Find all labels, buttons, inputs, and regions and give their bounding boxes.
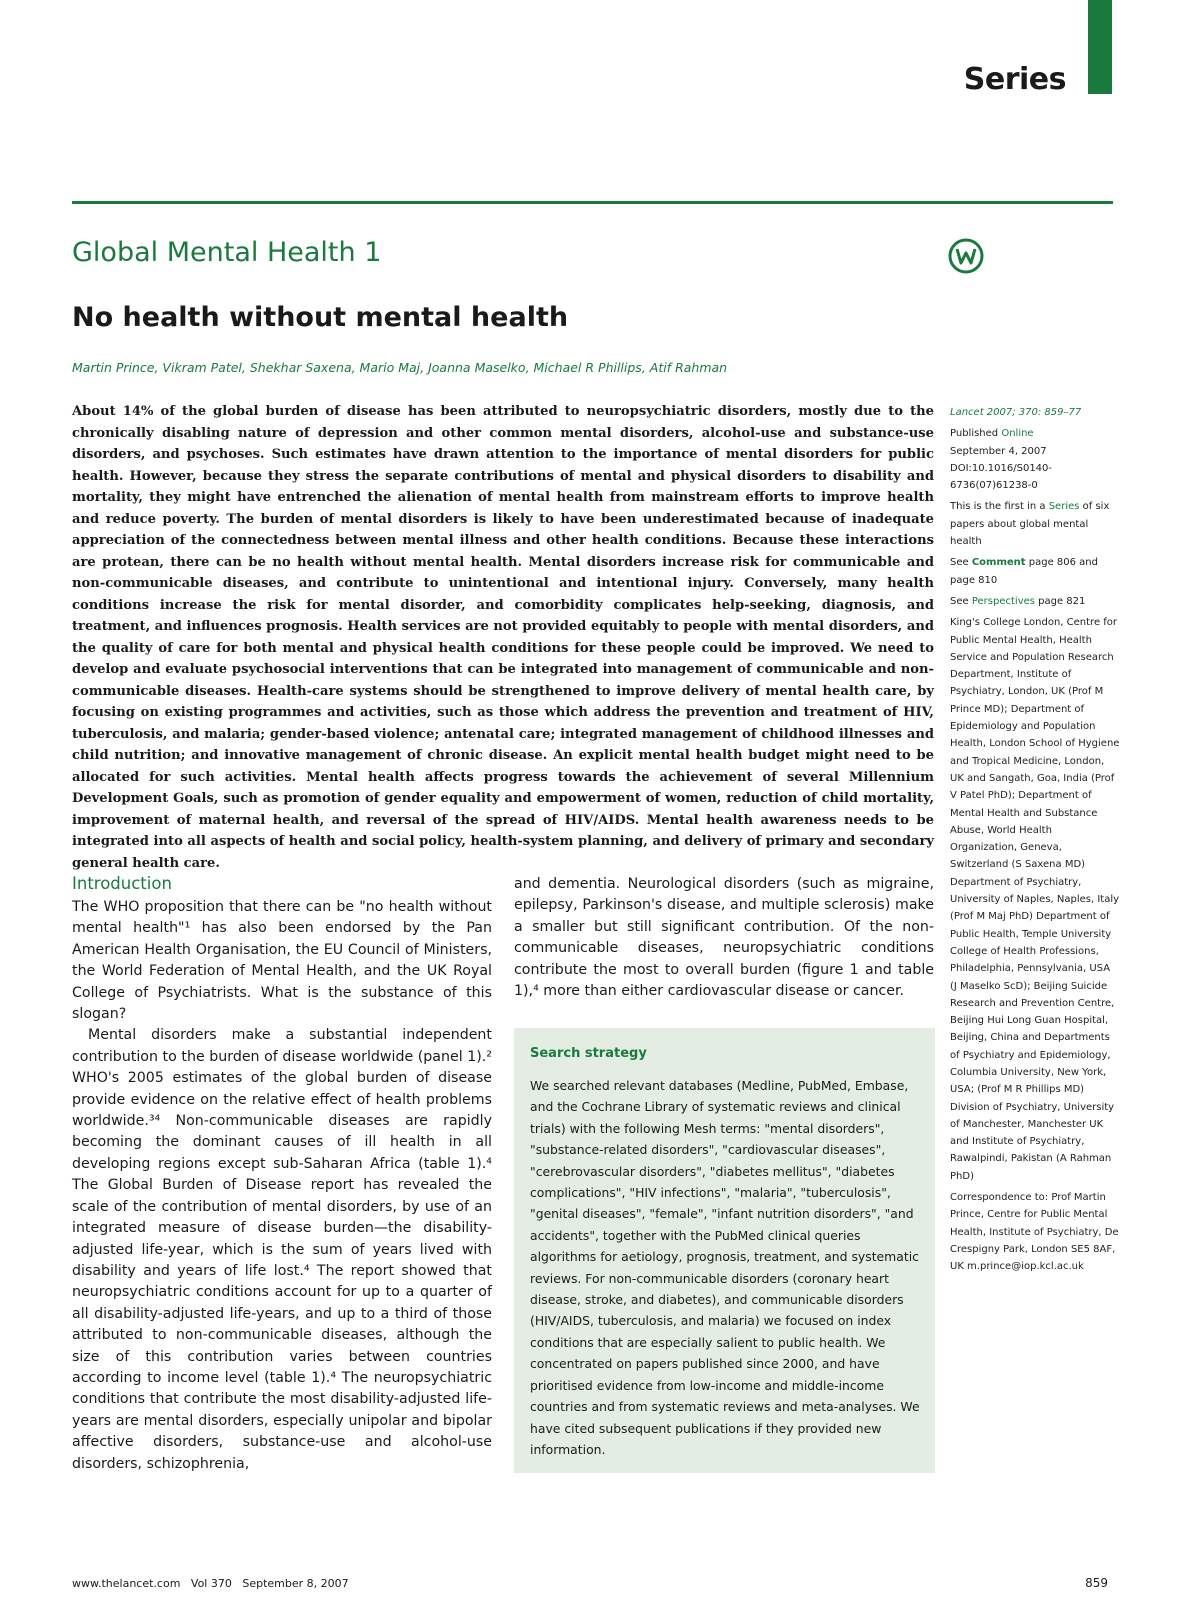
article-sidebar (950, 404, 1120, 1280)
article-title: No health without mental health (72, 302, 569, 333)
comment-link[interactable]: Comment (971, 557, 1026, 569)
correspondence: Correspondence to: Prof Martin Prince, Centre for Public Mental Health, Institute of Psychiatry, De Crespigny Park, London SE5 8AF, UK m.prince@iop.kcl.ac.uk (950, 1192, 1119, 1273)
perspectives-note: See Perspectives page 821 (950, 595, 1086, 607)
body-paragraph: The WHO proposition that there can be "no health without mental health"¹ has also been endorsed by the Pan American Health Organisation, the EU Council of Ministers, the World Federation of Mental Health, and the UK Royal College of Psychiatrists. What is the substance of this slogan? (72, 899, 492, 1023)
published-note: Published Online September 4, 2007 DOI:10.1016/S0140-6736(07)61238-0 (950, 428, 1053, 492)
panel-text: We searched relevant databases (Medline, PubMed, Embase, and the Cochrane Library of systematic reviews and clinical trials) with the following Mesh terms: "mental disorders", "substance-related disorders", "cardiovascular diseases", "cerebrovascular disorders", "diabetes mellitus", "diabetes complications", "HIV infections", "malaria", "tuberculosis", "genital diseases", "female", "infant nutrition disorders", "and accidents", together with the PubMed clinical queries algorithms for aetiology, prognosis, treatment, and systematic reviews. For non-communicable disorders (coronary heart disease, stroke, and diabetes), and communicable disorders (HIV/AIDS, tuberculosis, and malaria) we focused on index conditions that are especially salient to public health. We concentrated on papers published since 2000, and have prioritised evidence from low-income and middle-income countries and from systematic reviews and meta-analyses. We have cited subsequent publications if they provided new information. (530, 1078, 920, 1457)
web-extra-icon[interactable] (948, 238, 984, 274)
body-column-left (72, 897, 492, 1475)
perspectives-link[interactable]: Perspectives (971, 595, 1035, 607)
body-column-right (514, 874, 934, 1002)
series-link[interactable]: Series (1048, 501, 1080, 513)
header-divider (72, 201, 1113, 204)
abstract: About 14% of the global burden of disease has been attributed to neuropsychiatric disorders, mostly due to the chronically disabling nature of depression and other common mental disorders, alcohol-use and substance-use disorders, and psychoses. Such estimates have drawn attention to the importance of mental disorders for public health. However, because they stress the separate contributions of mental and physical disorders to disability and mortality, they might have entrenched the alienation of mental health from mainstream efforts to improve health and reduce poverty. The burden of mental disorders is likely to have been underestimated because of inadequate appreciation of the connectedness between mental illness and other health conditions. Because these interactions are protean, there can be no health without mental health. Mental disorders increase risk for communicable and non-communicable diseases, and contribute to unintentional and intentional injury. Conversely, many health conditions increase the risk for mental disorder, and comorbidity complicates help-seeking, diagnosis, and treatment, and influences prognosis. Health services are not provided equitably to people with mental disorders, and the quality of care for both mental and physical health conditions for these people could be improved. We need to develop and evaluate psychosocial interventions that can be integrated into management of communicable and non-communicable diseases. Health-care systems should be strengthened to improve delivery of mental health care, by focusing on existing programmes and activities, such as those which address the prevention and treatment of HIV, tuberculosis, and malaria; gender-based violence; antenatal care; integrated management of childhood illnesses and child nutrition; and innovative management of chronic disease. An explicit mental health budget might need to be allocated for such activities. Mental health affects progress towards the achievement of several Millennium Development Goals, such as promotion of gender equality and empowerment of women, reduction of child mortality, improvement of maternal health, and reversal of the spread of HIV/AIDS. Mental health awareness needs to be integrated into all aspects of health and social policy, health-system planning, and delivery of primary and secondary general health care. (72, 404, 934, 871)
page-number: 859 (1085, 1576, 1108, 1590)
online-link[interactable]: Online (1001, 428, 1034, 440)
section-label: Series (963, 62, 1066, 97)
body-paragraph: Mental disorders make a substantial independent contribution to the burden of disease worldwide (panel 1).² WHO's 2005 estimates of the global burden of disease provide evidence on the relative effect of health problems worldwide.³⁴ Non-communicable diseases are rapidly becoming the dominant causes of ill health in all developing regions except sub-Saharan Africa (table 1).⁴ The Global Burden of Disease report has revealed the scale of the contribution of mental disorders, by use of an integrated measure of disease burden—the disability-adjusted life-year, which is the sum of years lived with disability and years of life lost.⁴ The report showed that neuropsychiatric conditions account for up to a quarter of all disability-adjusted life-years, and up to a third of those attributed to non-communicable diseases, although the size of this contribution varies between countries according to income level (table 1).⁴ The neuropsychiatric conditions that contribute the most disability-adjusted life-years are mental disorders, especially unipolar and bipolar affective disorders, substance-use and alcohol-use disorders, schizophrenia, (72, 1027, 492, 1472)
footer-journal-info: www.thelancet.com Vol 370 September 8, 2007 (72, 1577, 349, 1590)
citation: Lancet 2007; 370: 859–77 (950, 407, 1082, 418)
author-list: Martin Prince, Vikram Patel, Shekhar Saxena, Mario Maj, Joanna Maselko, Michael R Phillips, Atif Rahman (72, 360, 728, 375)
series-color-tab (1088, 0, 1112, 94)
series-title: Global Mental Health 1 (72, 237, 382, 268)
comment-note: See Comment page 806 and page 810 (950, 557, 1098, 586)
series-note: This is the first in a Series of six papers about global mental health (950, 501, 1110, 548)
panel-title: Search strategy (530, 1046, 647, 1061)
search-strategy-panel (514, 1028, 935, 1473)
body-paragraph: and dementia. Neurological disorders (such as migraine, epilepsy, Parkinson's disease, and multiple sclerosis) make a smaller but still significant contribution. Of the non-communicable diseases, neuropsychiatric conditions contribute the most to overall burden (figure 1 and table 1),⁴ more than either cardiovascular disease or cancer. (514, 876, 934, 1000)
section-heading-introduction: Introduction (72, 874, 172, 893)
affiliations: King's College London, Centre for Public Mental Health, Health Service and Population Research Department, Institute of Psychiatry, London, UK (Prof M Prince MD); Department of Epidemiology and Population Health, London School of Hygiene and Tropical Medicine, London, UK and Sangath, Goa, India (Prof V Patel PhD); Department of Mental Health and Substance Abuse, World Health Organization, Geneva, Switzerland (S Saxena MD) Department of Psychiatry, University of Naples, Naples, Italy (Prof M Maj PhD) Department of Public Health, Temple University College of Health Professions, Philadelphia, Pennsylvania, USA (J Maselko ScD); Beijing Suicide Research and Prevention Centre, Beijing Hui Long Guan Hospital, Beijing, China and Departments of Psychiatry and Epidemiology, Columbia University, New York, USA; (Prof M R Phillips MD) Division of Psychiatry, University of Manchester, Manchester UK and Institute of Psychiatry, Rawalpindi, Pakistan (A Rahman PhD) (950, 617, 1120, 1182)
